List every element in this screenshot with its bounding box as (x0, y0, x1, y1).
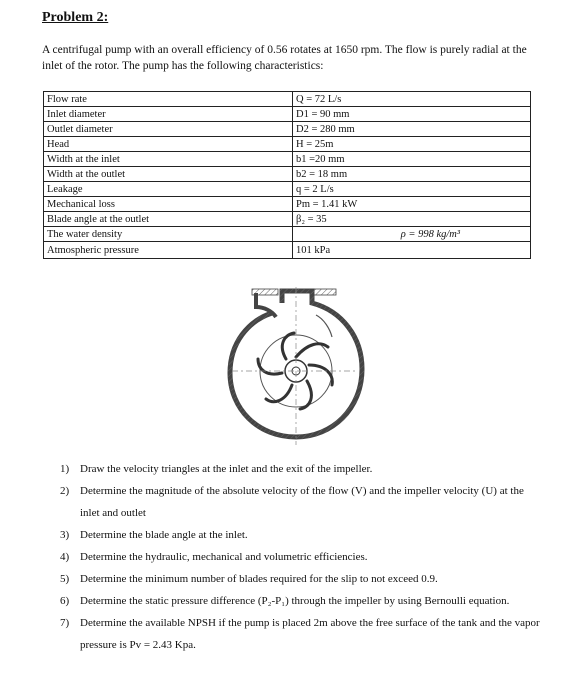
pump-illustration (212, 285, 378, 447)
row-value: b2 = 18 mm (293, 167, 531, 182)
table-row (44, 107, 531, 122)
row-value: q = 2 L/s (293, 182, 531, 197)
row-label: Blade angle at the outlet (44, 212, 293, 227)
problem-title: Problem 2: (42, 10, 109, 25)
row-value: H = 25m (293, 137, 531, 152)
question-number: 2) (60, 485, 70, 497)
row-label: Atmospheric pressure (44, 242, 293, 259)
table-row (44, 122, 531, 137)
row-value: Q = 72 L/s (293, 92, 531, 107)
question-text: Determine the available NPSH if the pump is placed 2m above the free surface of the tank and the vapor pressure is Pv = 2.43 Kpa. (80, 617, 540, 651)
row-label: Width at the inlet (44, 152, 293, 167)
list-item (60, 612, 540, 656)
table-row (44, 92, 531, 107)
question-text: Determine the minimum number of blades required for the slip to not exceed 0.9. (80, 573, 438, 585)
row-value: D1 = 90 mm (293, 107, 531, 122)
list-item (60, 546, 540, 568)
row-value: β₂ = 35 (293, 212, 531, 227)
list-item (60, 568, 540, 590)
row-value: b1 =20 mm (293, 152, 531, 167)
row-label: Width at the outlet (44, 167, 293, 182)
row-label: Leakage (44, 182, 293, 197)
question-text: Determine the static pressure difference (P₂-P₁) through the impeller by using Bernoulli equation. (80, 595, 510, 607)
characteristics-table (43, 91, 531, 259)
row-label: The water density (44, 227, 293, 242)
row-value: 101 kPa (293, 242, 531, 259)
list-item (60, 480, 540, 524)
table-row (44, 242, 531, 259)
question-number: 1) (60, 463, 70, 475)
row-value: Pm = 1.41 kW (293, 197, 531, 212)
list-item (60, 524, 540, 546)
question-text: Determine the hydraulic, mechanical and volumetric efficiencies. (80, 551, 368, 563)
question-number: 6) (60, 595, 70, 607)
table-row (44, 137, 531, 152)
problem-intro: A centrifugal pump with an overall efficiency of 0.56 rotates at 1650 rpm. The flow is purely radial at the inlet of the rotor. The pump has the following characteristics: (42, 44, 527, 72)
table-row (44, 182, 531, 197)
table-row (44, 197, 531, 212)
questions-list (60, 458, 540, 656)
row-label: Outlet diameter (44, 122, 293, 137)
question-number: 4) (60, 551, 70, 563)
table-row (44, 212, 531, 227)
table-row (44, 167, 531, 182)
question-number: 7) (60, 617, 70, 629)
question-number: 5) (60, 573, 70, 585)
question-text: Draw the velocity triangles at the inlet and the exit of the impeller. (80, 463, 373, 475)
list-item (60, 458, 540, 480)
row-value: D2 = 280 mm (293, 122, 531, 137)
table-row (44, 152, 531, 167)
list-item (60, 590, 540, 612)
row-label: Flow rate (44, 92, 293, 107)
question-number: 3) (60, 529, 70, 541)
table-row (44, 227, 531, 242)
row-label: Mechanical loss (44, 197, 293, 212)
row-value: ρ = 998 kg/m³ (293, 227, 531, 242)
question-text: Determine the magnitude of the absolute velocity of the flow (V) and the impeller velocity (U) at the inlet and outlet (80, 485, 524, 519)
question-text: Determine the blade angle at the inlet. (80, 529, 248, 541)
row-label: Head (44, 137, 293, 152)
row-label: Inlet diameter (44, 107, 293, 122)
